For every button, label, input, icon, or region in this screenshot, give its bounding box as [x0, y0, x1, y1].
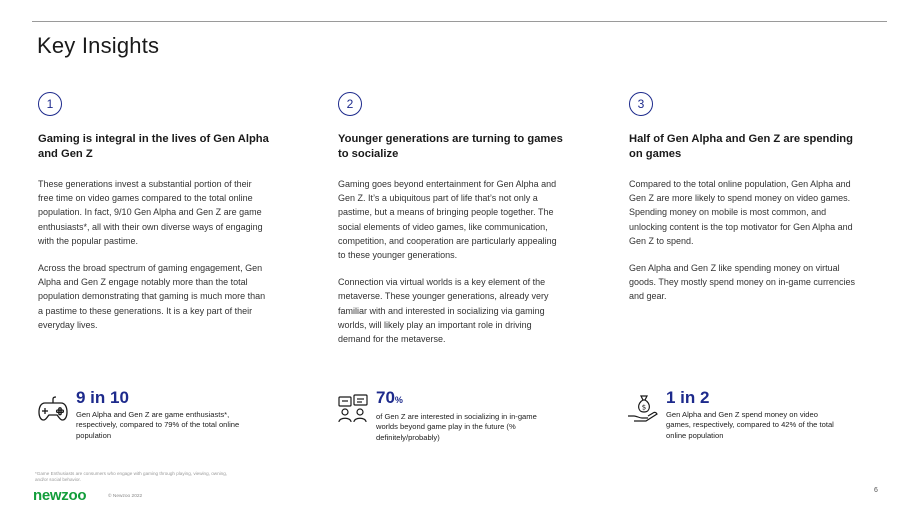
page-title: Key Insights — [37, 33, 160, 58]
svg-text:$: $ — [641, 403, 647, 412]
footnote: *Game Enthusiasts are consumers who engage with gaming through playing, viewing, owning, and/or social behavior. — [35, 471, 228, 482]
stat-description-1: Gen Alpha and Gen Z are game enthusiasts*, respectively, compared to 79% of the total online population — [76, 410, 240, 440]
insight-column-1 — [38, 92, 298, 345]
insight-column-2 — [338, 92, 598, 359]
number-badge-3: 3 — [629, 92, 653, 116]
number-badge-1: 1 — [38, 92, 62, 116]
stat-block-3 — [626, 388, 841, 441]
page-number: 6 — [874, 487, 878, 494]
insight-column-3 — [629, 92, 889, 317]
stat-unit-2: % — [394, 395, 403, 405]
insight-paragraph: These generations invest a substantial portion of their free time on video games compared to the total online population. In fact, 9/10 Gen Alpha and Gen Z are game enthusiasts*, all with their own diverse ways of engaging with the popular pastime. — [38, 179, 263, 246]
insight-heading-1: Gaming is integral in the lives of Gen Alpha and Gen Z — [38, 133, 269, 160]
money-bag-hand-icon — [626, 392, 660, 426]
gamepad-icon — [36, 392, 70, 426]
stat-block-1 — [36, 388, 251, 441]
stat-value-3: 1 in 2 — [666, 388, 710, 407]
top-divider — [32, 21, 887, 22]
stat-block-2 — [336, 388, 551, 443]
insight-heading-2: Younger generations are turning to games to socialize — [338, 133, 563, 160]
stat-value-1: 9 in 10 — [76, 388, 129, 407]
people-chat-icon — [336, 392, 370, 426]
insight-paragraph: Gen Alpha and Gen Z like spending money on virtual goods. They mostly spend money on in-game currencies and gear. — [629, 263, 855, 302]
stat-description-2: of Gen Z are interested in socializing in in-game worlds beyond game play in the future (% definitely/probably) — [376, 412, 537, 442]
stat-value-2: 70% — [376, 388, 403, 407]
insight-paragraph: Connection via virtual worlds is a key element of the metaverse. These younger generations, already very familiar with and interested in socializing via gaming worlds, will likely play an important role in driving demand for the metaverse. — [338, 277, 549, 345]
insight-paragraph: Across the broad spectrum of gaming engagement, Gen Alpha and Gen Z engage notably more than the total population demonstrating that gaming is much more than a pastime to these generations. It is a key part of their everyday lives. — [38, 263, 266, 330]
number-badge-2: 2 — [338, 92, 362, 116]
insight-heading-3: Half of Gen Alpha and Gen Z are spending on games — [629, 133, 853, 160]
insight-paragraph: Compared to the total online population, Gen Alpha and Gen Z are more likely to spend money on video games. Spending money on mobile is most common, and unlocking content is the top motivator for Gen Alpha and Gen Z to spend. — [629, 179, 853, 246]
insight-paragraph: Gaming goes beyond entertainment for Gen Alpha and Gen Z. It’s a ubiquitous part of life that’s not only a pastime, but a means of bringing people together. The social elements of video games, like communication, competition, and cooperation are particularly appealing to these younger generations. — [338, 179, 557, 261]
copyright: © Newzoo 2022 — [108, 494, 143, 499]
newzoo-logo: newzoo — [33, 487, 87, 504]
stat-description-3: Gen Alpha and Gen Z spend money on video games, respectively, compared to 42% of the total online population — [666, 410, 834, 440]
